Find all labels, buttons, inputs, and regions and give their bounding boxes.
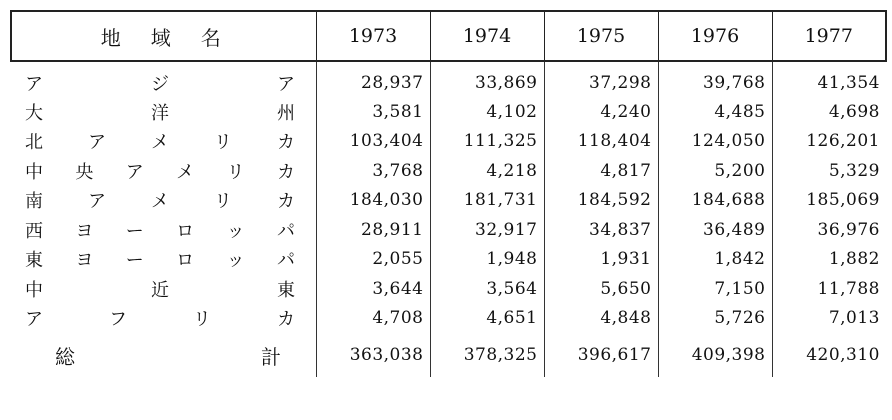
table-row <box>11 274 886 304</box>
region-name-char: 州 <box>277 102 295 124</box>
table-row <box>11 245 886 275</box>
region-name-char: ア <box>25 73 43 95</box>
total-label-cell <box>11 333 316 377</box>
value-cell: 184,592 <box>544 186 658 216</box>
region-name-cell <box>11 274 316 304</box>
value-cell: 3,768 <box>316 156 430 186</box>
total-value-cell: 409,398 <box>658 333 772 377</box>
region-name-char: カ <box>277 132 295 154</box>
table-body <box>11 61 886 377</box>
region-name-char: パ <box>276 220 295 242</box>
region-name-char: 中 <box>25 161 43 183</box>
value-cell: 4,817 <box>544 156 658 186</box>
value-cell: 37,298 <box>544 61 658 97</box>
value-cell: 3,644 <box>316 274 430 304</box>
region-name-char: パ <box>276 250 295 272</box>
region-name-char: メ <box>151 132 169 154</box>
region-name-char: リ <box>193 309 211 331</box>
region-name <box>11 187 295 213</box>
value-cell: 5,329 <box>772 156 886 186</box>
region-name-char: 大 <box>25 102 43 124</box>
region-name-cell <box>11 156 316 186</box>
region-name-char: 西 <box>25 220 43 242</box>
region-name-char: ヨ <box>75 220 94 242</box>
region-name-char: 中 <box>25 279 43 301</box>
region-name-char: ヨ <box>75 250 94 272</box>
region-name-char: リ <box>226 161 245 183</box>
value-cell: 39,768 <box>658 61 772 97</box>
region-name-cell <box>11 97 316 127</box>
region-name-char: ッ <box>226 250 245 272</box>
region-name-char: ロ <box>176 250 195 272</box>
value-cell: 7,013 <box>772 304 886 334</box>
total-value-cell: 378,325 <box>430 333 544 377</box>
value-cell: 103,404 <box>316 127 430 157</box>
region-name-char: ジ <box>151 73 169 95</box>
table-row <box>11 156 886 186</box>
value-cell: 28,911 <box>316 215 430 245</box>
value-cell: 7,150 <box>658 274 772 304</box>
value-cell: 3,564 <box>430 274 544 304</box>
region-name <box>11 158 295 184</box>
region-name <box>11 217 295 243</box>
region-name-char: フ <box>109 309 127 331</box>
region-name-cell <box>11 304 316 334</box>
table-row <box>11 304 886 334</box>
value-cell: 4,240 <box>544 97 658 127</box>
value-cell: 184,688 <box>658 186 772 216</box>
value-cell: 4,102 <box>430 97 544 127</box>
region-name-char: カ <box>277 309 295 331</box>
region-statistics-table-container <box>10 10 886 410</box>
region-name-char: ア <box>277 73 295 95</box>
region-name-char: 南 <box>25 191 43 213</box>
table-row <box>11 127 886 157</box>
region-name <box>11 305 295 331</box>
table-row <box>11 97 886 127</box>
value-cell: 36,489 <box>658 215 772 245</box>
region-name-char: 近 <box>151 279 169 301</box>
value-cell: 4,848 <box>544 304 658 334</box>
region-name-char: 東 <box>277 279 295 301</box>
region-name <box>11 99 295 125</box>
value-cell: 41,354 <box>772 61 886 97</box>
region-name-char: リ <box>214 132 232 154</box>
region-name-char: 央 <box>75 161 94 183</box>
value-cell: 4,708 <box>316 304 430 334</box>
value-cell: 5,650 <box>544 274 658 304</box>
total-value-cell: 363,038 <box>316 333 430 377</box>
value-cell: 111,325 <box>430 127 544 157</box>
year-header-1975: 1975 <box>544 11 658 61</box>
region-name-char: カ <box>277 191 295 213</box>
region-name-char: ッ <box>226 220 245 242</box>
region-name-cell <box>11 61 316 97</box>
region-name-char: ア <box>25 309 43 331</box>
total-value-cell: 420,310 <box>772 333 886 377</box>
value-cell: 33,869 <box>430 61 544 97</box>
value-cell: 4,651 <box>430 304 544 334</box>
value-cell: 124,050 <box>658 127 772 157</box>
region-name-char: 北 <box>25 132 43 154</box>
region-name-char: カ <box>276 161 295 183</box>
value-cell: 32,917 <box>430 215 544 245</box>
region-column-header: 地域名 <box>11 11 316 61</box>
region-name-char: ア <box>88 132 106 154</box>
region-name-cell <box>11 186 316 216</box>
value-cell: 185,069 <box>772 186 886 216</box>
value-cell: 1,948 <box>430 245 544 275</box>
value-cell: 5,200 <box>658 156 772 186</box>
value-cell: 11,788 <box>772 274 886 304</box>
value-cell: 118,404 <box>544 127 658 157</box>
region-name-char: ロ <box>176 220 195 242</box>
value-cell: 5,726 <box>658 304 772 334</box>
value-cell: 4,485 <box>658 97 772 127</box>
region-name-char: ア <box>125 161 144 183</box>
region-name-char: ア <box>88 191 106 213</box>
table-header <box>11 11 886 61</box>
region-name-char: ー <box>125 250 144 272</box>
region-name <box>11 128 295 154</box>
region-name-char: 計 <box>261 344 281 369</box>
value-cell: 1,842 <box>658 245 772 275</box>
table-row <box>11 215 886 245</box>
value-cell: 181,731 <box>430 186 544 216</box>
region-name <box>11 246 295 272</box>
value-cell: 28,937 <box>316 61 430 97</box>
region-name-char: ー <box>125 220 144 242</box>
year-header-1974: 1974 <box>430 11 544 61</box>
table-row <box>11 186 886 216</box>
total-value-cell: 396,617 <box>544 333 658 377</box>
region-name-char: 東 <box>25 250 43 272</box>
value-cell: 34,837 <box>544 215 658 245</box>
region-name <box>11 70 295 96</box>
region-name-char: メ <box>151 191 169 213</box>
region-name-cell <box>11 215 316 245</box>
value-cell: 1,882 <box>772 245 886 275</box>
value-cell: 2,055 <box>316 245 430 275</box>
value-cell: 126,201 <box>772 127 886 157</box>
value-cell: 4,698 <box>772 97 886 127</box>
region-name-char: 洋 <box>151 102 169 124</box>
value-cell: 1,931 <box>544 245 658 275</box>
region-name-char: リ <box>214 191 232 213</box>
year-header-1977: 1977 <box>772 11 886 61</box>
header-row <box>11 11 886 61</box>
region-statistics-table <box>10 10 887 377</box>
year-header-1976: 1976 <box>658 11 772 61</box>
region-name-char: メ <box>176 161 195 183</box>
value-cell: 4,218 <box>430 156 544 186</box>
value-cell: 184,030 <box>316 186 430 216</box>
value-cell: 36,976 <box>772 215 886 245</box>
region-name-cell <box>11 245 316 275</box>
table-row <box>11 61 886 97</box>
region-name <box>11 276 295 302</box>
region-name-char: 総 <box>55 344 75 369</box>
region-name-cell <box>11 127 316 157</box>
total-row <box>11 333 886 377</box>
year-header-1973: 1973 <box>316 11 430 61</box>
total-label <box>11 341 281 370</box>
value-cell: 3,581 <box>316 97 430 127</box>
